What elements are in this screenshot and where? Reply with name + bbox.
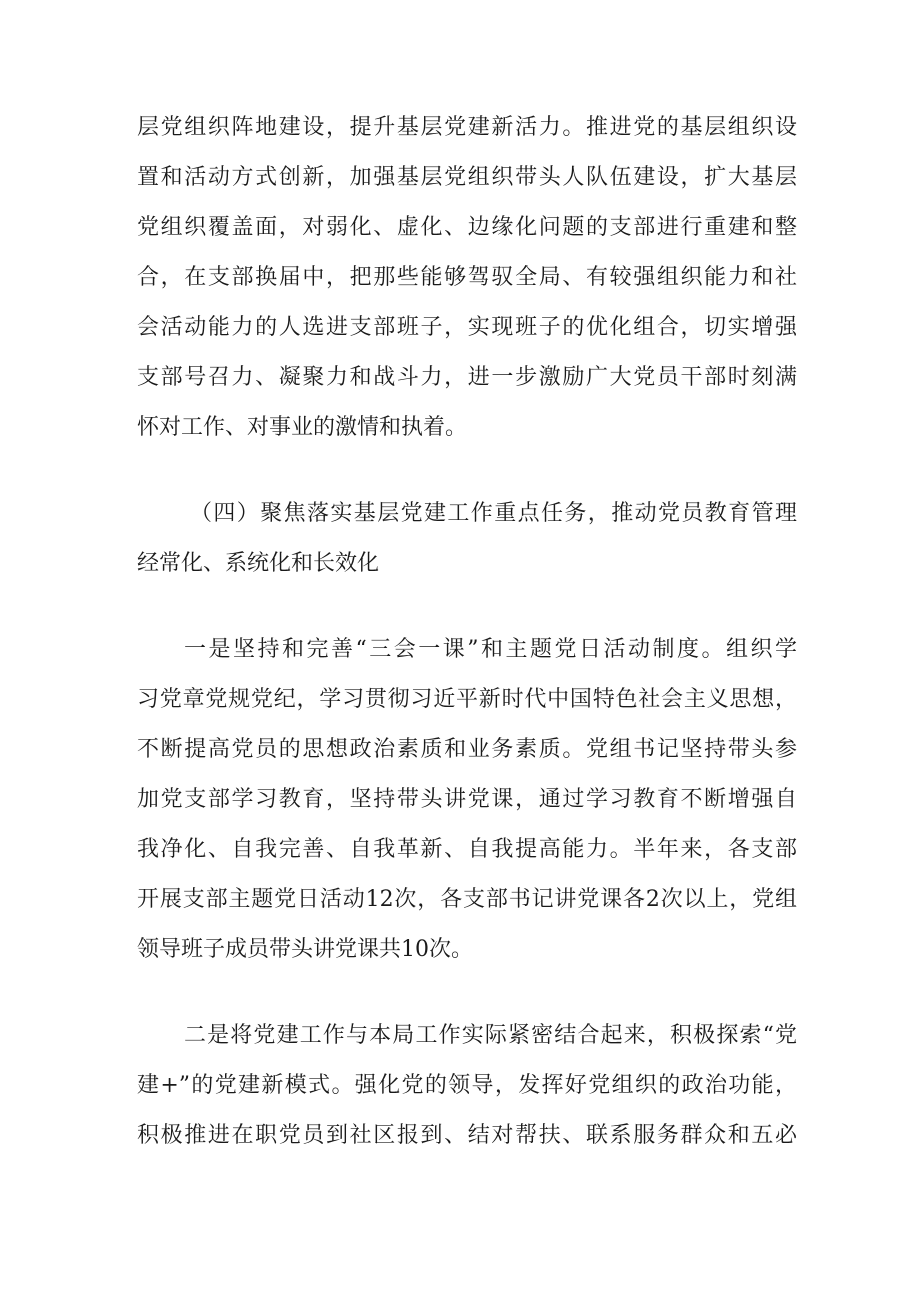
paragraph-1-line-4: 合，在支部换届中，把那些能够驾驭全局、有较强组织能力和社 xyxy=(137,265,797,290)
paragraph-1-line-2: 置和活动方式创新，加强基层党组织带头人队伍建设，扩大基层 xyxy=(137,165,797,190)
paragraph-2-line-7: 领导班子成员带头讲党课共10次。 xyxy=(137,937,473,962)
section-heading-line-2: 经常化、系统化和长效化 xyxy=(137,551,380,576)
paragraph-3-line-2: 建+”的党建新模式。强化党的领导，发挥好党组织的政治功能， xyxy=(137,1073,797,1098)
paragraph-2-line-2: 习党章党规党纪，学习贯彻习近平新时代中国特色社会主义思想， xyxy=(137,687,797,712)
paragraph-1-line-3: 党组织覆盖面，对弱化、虚化、边缘化问题的支部进行重建和整 xyxy=(137,215,797,240)
paragraph-2-line-5: 我净化、自我完善、自我革新、自我提高能力。半年来，各支部 xyxy=(137,837,797,862)
paragraph-1-line-1: 层党组织阵地建设，提升基层党建新活力。推进党的基层组织设 xyxy=(137,115,797,140)
paragraph-2-line-6: 开展支部主题党日活动12次，各支部书记讲党课各2次以上，党组 xyxy=(137,887,797,912)
paragraph-3-line-1: 二是将党建工作与本局工作实际紧密结合起来，积极探索“党 xyxy=(184,1023,797,1048)
section-heading-line-1: （四）聚焦落实基层党建工作重点任务，推动党员教育管理 xyxy=(190,501,797,526)
paragraph-1-line-6: 支部号召力、凝聚力和战斗力，进一步激励广大党员干部时刻满 xyxy=(137,365,797,390)
paragraph-2-line-1: 一是坚持和完善“三会一课”和主题党日活动制度。组织学 xyxy=(184,637,797,662)
paragraph-1-line-5: 会活动能力的人选进支部班子，实现班子的优化组合，切实增强 xyxy=(137,315,797,340)
paragraph-2-line-3: 不断提高党员的思想政治素质和业务素质。党组书记坚持带头参 xyxy=(137,737,797,762)
paragraph-3-line-3: 积极推进在职党员到社区报到、结对帮扶、联系服务群众和五必 xyxy=(137,1123,797,1148)
paragraph-1-line-7: 怀对工作、对事业的激情和执着。 xyxy=(137,415,468,440)
paragraph-2-line-4: 加党支部学习教育，坚持带头讲党课，通过学习教育不断增强自 xyxy=(137,787,797,812)
